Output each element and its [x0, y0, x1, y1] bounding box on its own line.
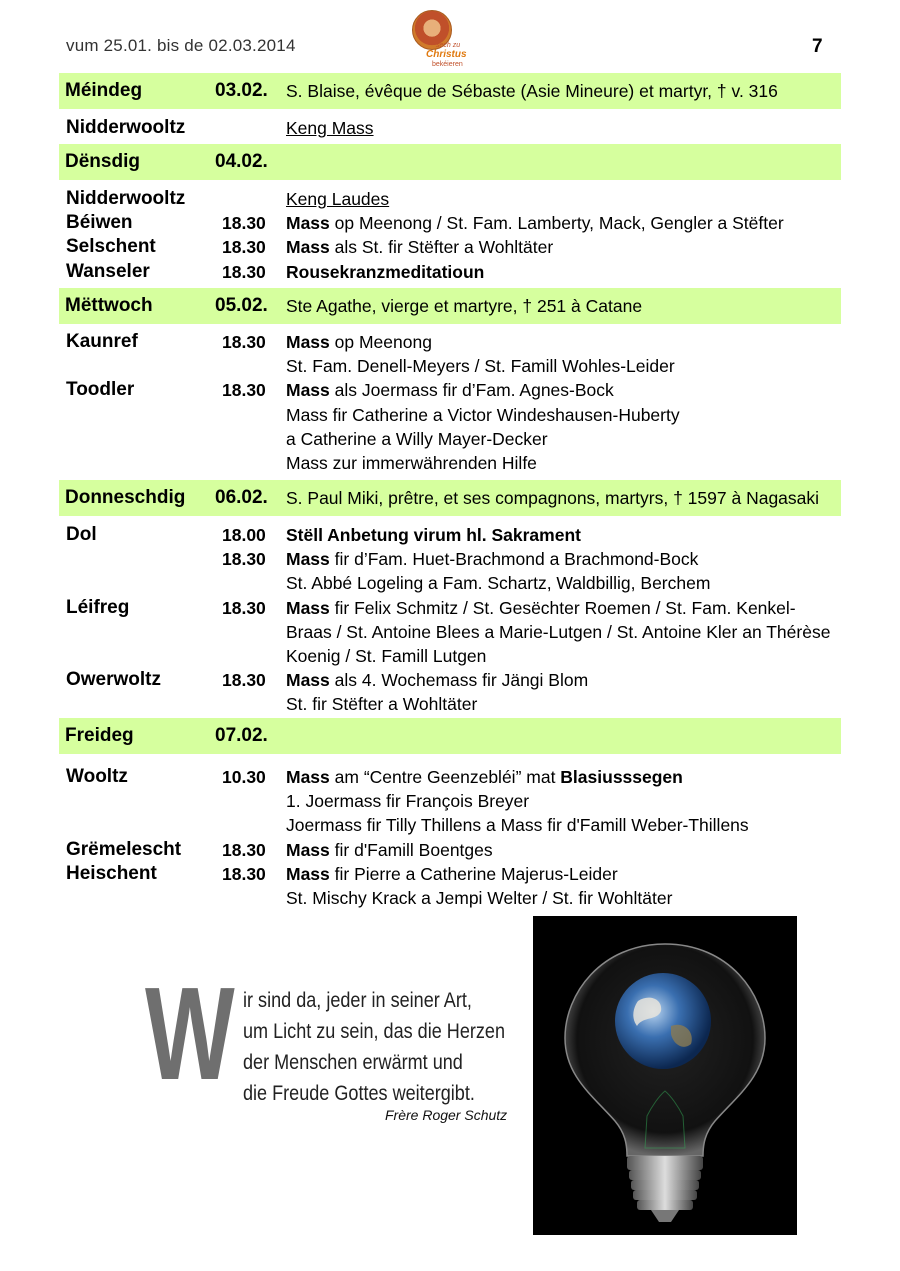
quote-line: der Menschen erwärmt und: [243, 1051, 463, 1074]
day-date: 03.02.: [215, 80, 268, 101]
schedule-row: [66, 766, 846, 790]
day-name: Mëttwoch: [65, 295, 153, 316]
mass-type: Mass: [286, 670, 330, 691]
mass-type: Mass: [286, 767, 330, 787]
mass-type: Stëll Anbetung virum hl. Sakrament: [286, 525, 581, 545]
mass-intention: am “Centre Geenzebléi” mat: [329, 767, 561, 787]
mass-intention: 1. Joermass fir François Breyer: [286, 791, 530, 812]
schedule-row: [66, 117, 846, 141]
day-header: [59, 73, 841, 109]
schedule-row: [66, 236, 846, 260]
mass-type: Mass: [286, 549, 330, 570]
quote-line: die Freude Gottes weitergibt.: [243, 1082, 475, 1105]
parish-logo: [408, 10, 474, 70]
schedule-row: [66, 693, 846, 717]
mass-description: [286, 356, 675, 377]
mass-time: 10.30: [222, 767, 266, 787]
parish-name: Toodler: [66, 379, 135, 401]
mass-description: [286, 332, 432, 353]
schedule-row: [66, 887, 846, 911]
saint-of-day: S. Blaise, évêque de Sébaste (Asie Mineure) et martyr, † v. 316: [286, 81, 778, 101]
parish-name: Léifreg: [66, 596, 130, 618]
schedule-row: [66, 261, 846, 285]
schedule-row: [66, 669, 846, 693]
mass-intention: Mass zur immerwährenden Hilfe: [286, 453, 537, 473]
schedule-row: [66, 814, 846, 838]
schedule-row: [66, 404, 846, 428]
mass-intention: Keng Mass: [286, 118, 374, 138]
mass-type: Mass: [286, 332, 330, 352]
mass-blessing: Blasiusssegen: [560, 767, 683, 787]
quote-author: Frère Roger Schutz: [385, 1107, 508, 1123]
mass-time: 18.30: [222, 549, 266, 570]
quote-initial: W: [145, 960, 235, 1107]
mass-intention: Keng Laudes: [286, 189, 390, 209]
mass-description: [286, 646, 486, 667]
schedule-row: [66, 331, 846, 355]
parish-name: Dol: [66, 524, 97, 545]
mass-time: 18.30: [222, 597, 266, 618]
mass-intention: als 4. Wochemass fir Jängi Blom: [329, 670, 589, 691]
mass-description: [286, 429, 548, 450]
mass-description: [286, 694, 477, 715]
schedule-row: [66, 790, 846, 814]
mass-type: Rousekranzmeditatioun: [286, 261, 485, 282]
parish-name: Wanseler: [66, 260, 150, 282]
day-date: 07.02.: [215, 725, 268, 746]
schedule-row: [66, 863, 846, 887]
quote-text: [243, 985, 505, 1109]
day-date: 05.02.: [215, 295, 268, 316]
lightbulb-earth-photo: [533, 916, 797, 1235]
saint-of-day: Ste Agathe, vierge et martyre, † 251 à Catane: [286, 296, 643, 316]
mass-description: [286, 670, 588, 691]
mass-type: Mass: [286, 863, 330, 884]
mass-description: [286, 405, 680, 426]
mass-type: Mass: [286, 237, 330, 258]
mass-intention: St. Mischy Krack a Jempi Welter / St. fir Wohltäter: [286, 888, 673, 908]
mass-type: Mass: [286, 839, 330, 860]
page-number: 7: [812, 36, 823, 57]
header-date-range: vum 25.01. bis de 02.03.2014: [66, 36, 296, 55]
schedule-row: [66, 452, 846, 476]
mass-intention: Joermass fir Tilly Thillens a Mass fir d'Famill Weber-Thillens: [286, 815, 749, 836]
mass-description: [286, 598, 796, 619]
mass-description: [286, 380, 614, 401]
quote-line: um Licht zu sein, das die Herzen: [243, 1020, 506, 1043]
logo-line3: bekéieren: [432, 61, 463, 68]
mass-time: 18.30: [222, 839, 266, 860]
mass-time: 18.30: [222, 237, 266, 258]
schedule-row: [66, 645, 846, 669]
parish-name: Nidderwooltz: [66, 188, 186, 209]
mass-description: [286, 262, 484, 283]
mass-intention: St. fir Stëfter a Wohltäter: [286, 694, 478, 715]
mass-description: [286, 213, 784, 234]
schedule-row: [66, 839, 846, 863]
mass-intention: op Meenong / St. Fam. Lamberty, Mack, Gengler a Stëfter: [329, 213, 784, 234]
schedule-row: [66, 428, 846, 452]
mass-description: [286, 189, 389, 210]
mass-description: [286, 864, 618, 885]
schedule-row: [66, 524, 846, 548]
mass-intention: fir d’Fam. Huet-Brachmond a Brachmond-Bock: [329, 549, 699, 570]
parish-name: Grëmelescht: [66, 838, 182, 860]
mass-intention: Koenig / St. Famill Lutgen: [286, 646, 487, 666]
mass-intention: op Meenong: [329, 332, 432, 352]
mass-description: [286, 549, 698, 570]
day-header: [59, 480, 841, 516]
day-date: 06.02.: [215, 487, 268, 508]
mass-time: 18.30: [222, 380, 266, 401]
day-name: Méindeg: [65, 80, 143, 101]
mass-intention: als Joermass fir d’Fam. Agnes-Bock: [329, 380, 614, 401]
parish-name: Heischent: [66, 862, 157, 884]
mass-description: [286, 767, 683, 788]
parish-name: Kaunref: [66, 331, 138, 352]
mass-time: 18.30: [222, 332, 266, 352]
parish-name: Béiwen: [66, 212, 133, 234]
mass-intention: fir Pierre a Catherine Majerus-Leider: [329, 863, 618, 884]
mass-type: Mass: [286, 380, 330, 401]
mass-intention: als St. fir Stëfter a Wohltäter: [329, 237, 554, 258]
mass-time: 18.30: [222, 863, 266, 884]
mass-intention: fir Felix Schmitz / St. Gesëchter Roemen / St. Fam. Kenkel-: [329, 597, 796, 618]
schedule-row: [66, 212, 846, 236]
day-header: [59, 718, 841, 754]
quote-line: ir sind da, jeder in seiner Art,: [243, 989, 472, 1012]
schedule-row: [66, 355, 846, 379]
logo-line2: Christus: [426, 49, 467, 60]
mass-description: [286, 237, 553, 258]
mass-intention: a Catherine a Willy Mayer-Decker: [286, 428, 548, 449]
schedule-row: [66, 572, 846, 596]
day-name: Dënsdig: [65, 151, 140, 172]
day-header: [59, 144, 841, 180]
saint-of-day: S. Paul Miki, prêtre, et ses compagnons, martyrs, † 1597 à Nagasaki: [286, 488, 820, 508]
parish-name: Nidderwooltz: [66, 117, 186, 138]
mass-description: [286, 573, 710, 594]
mass-description: [286, 118, 374, 139]
mass-time: 18.30: [222, 213, 266, 234]
mass-description: [286, 815, 749, 836]
day-header: [59, 288, 841, 324]
mass-description: [286, 840, 493, 861]
schedule-row: [66, 188, 846, 212]
mass-intention: St. Abbé Logeling a Fam. Schartz, Waldbillig, Berchem: [286, 573, 711, 594]
parish-name: Wooltz: [66, 766, 128, 787]
schedule-row: [66, 379, 846, 403]
mass-description: [286, 622, 830, 643]
mass-intention: Braas / St. Antoine Blees a Marie-Lutgen / St. Antoine Kler an Thérèse: [286, 621, 831, 642]
mass-intention: Mass fir Catherine a Victor Windeshausen-Huberty: [286, 404, 680, 425]
mass-intention: St. Fam. Denell-Meyers / St. Famill Wohles-Leider: [286, 356, 675, 377]
mass-description: [286, 791, 529, 812]
logo-line1: sech zu: [436, 42, 461, 49]
mass-intention: fir d'Famill Boentges: [329, 839, 493, 860]
mass-description: [286, 453, 537, 474]
lightbulb-icon: [533, 916, 797, 1235]
parish-name: Selschent: [66, 236, 156, 258]
mass-time: 18.00: [222, 525, 266, 545]
day-date: 04.02.: [215, 151, 268, 172]
schedule-row: [66, 548, 846, 572]
schedule-row: [66, 597, 846, 621]
mass-time: 18.30: [222, 670, 266, 691]
mass-time: 18.30: [222, 261, 266, 282]
parish-name: Owerwoltz: [66, 669, 162, 691]
mass-type: Mass: [286, 213, 330, 234]
day-name: Freideg: [65, 725, 134, 746]
day-name: Donneschdig: [65, 487, 186, 508]
mass-description: [286, 888, 672, 909]
mass-description: [286, 525, 581, 546]
mass-type: Mass: [286, 597, 330, 618]
schedule-row: [66, 621, 846, 645]
